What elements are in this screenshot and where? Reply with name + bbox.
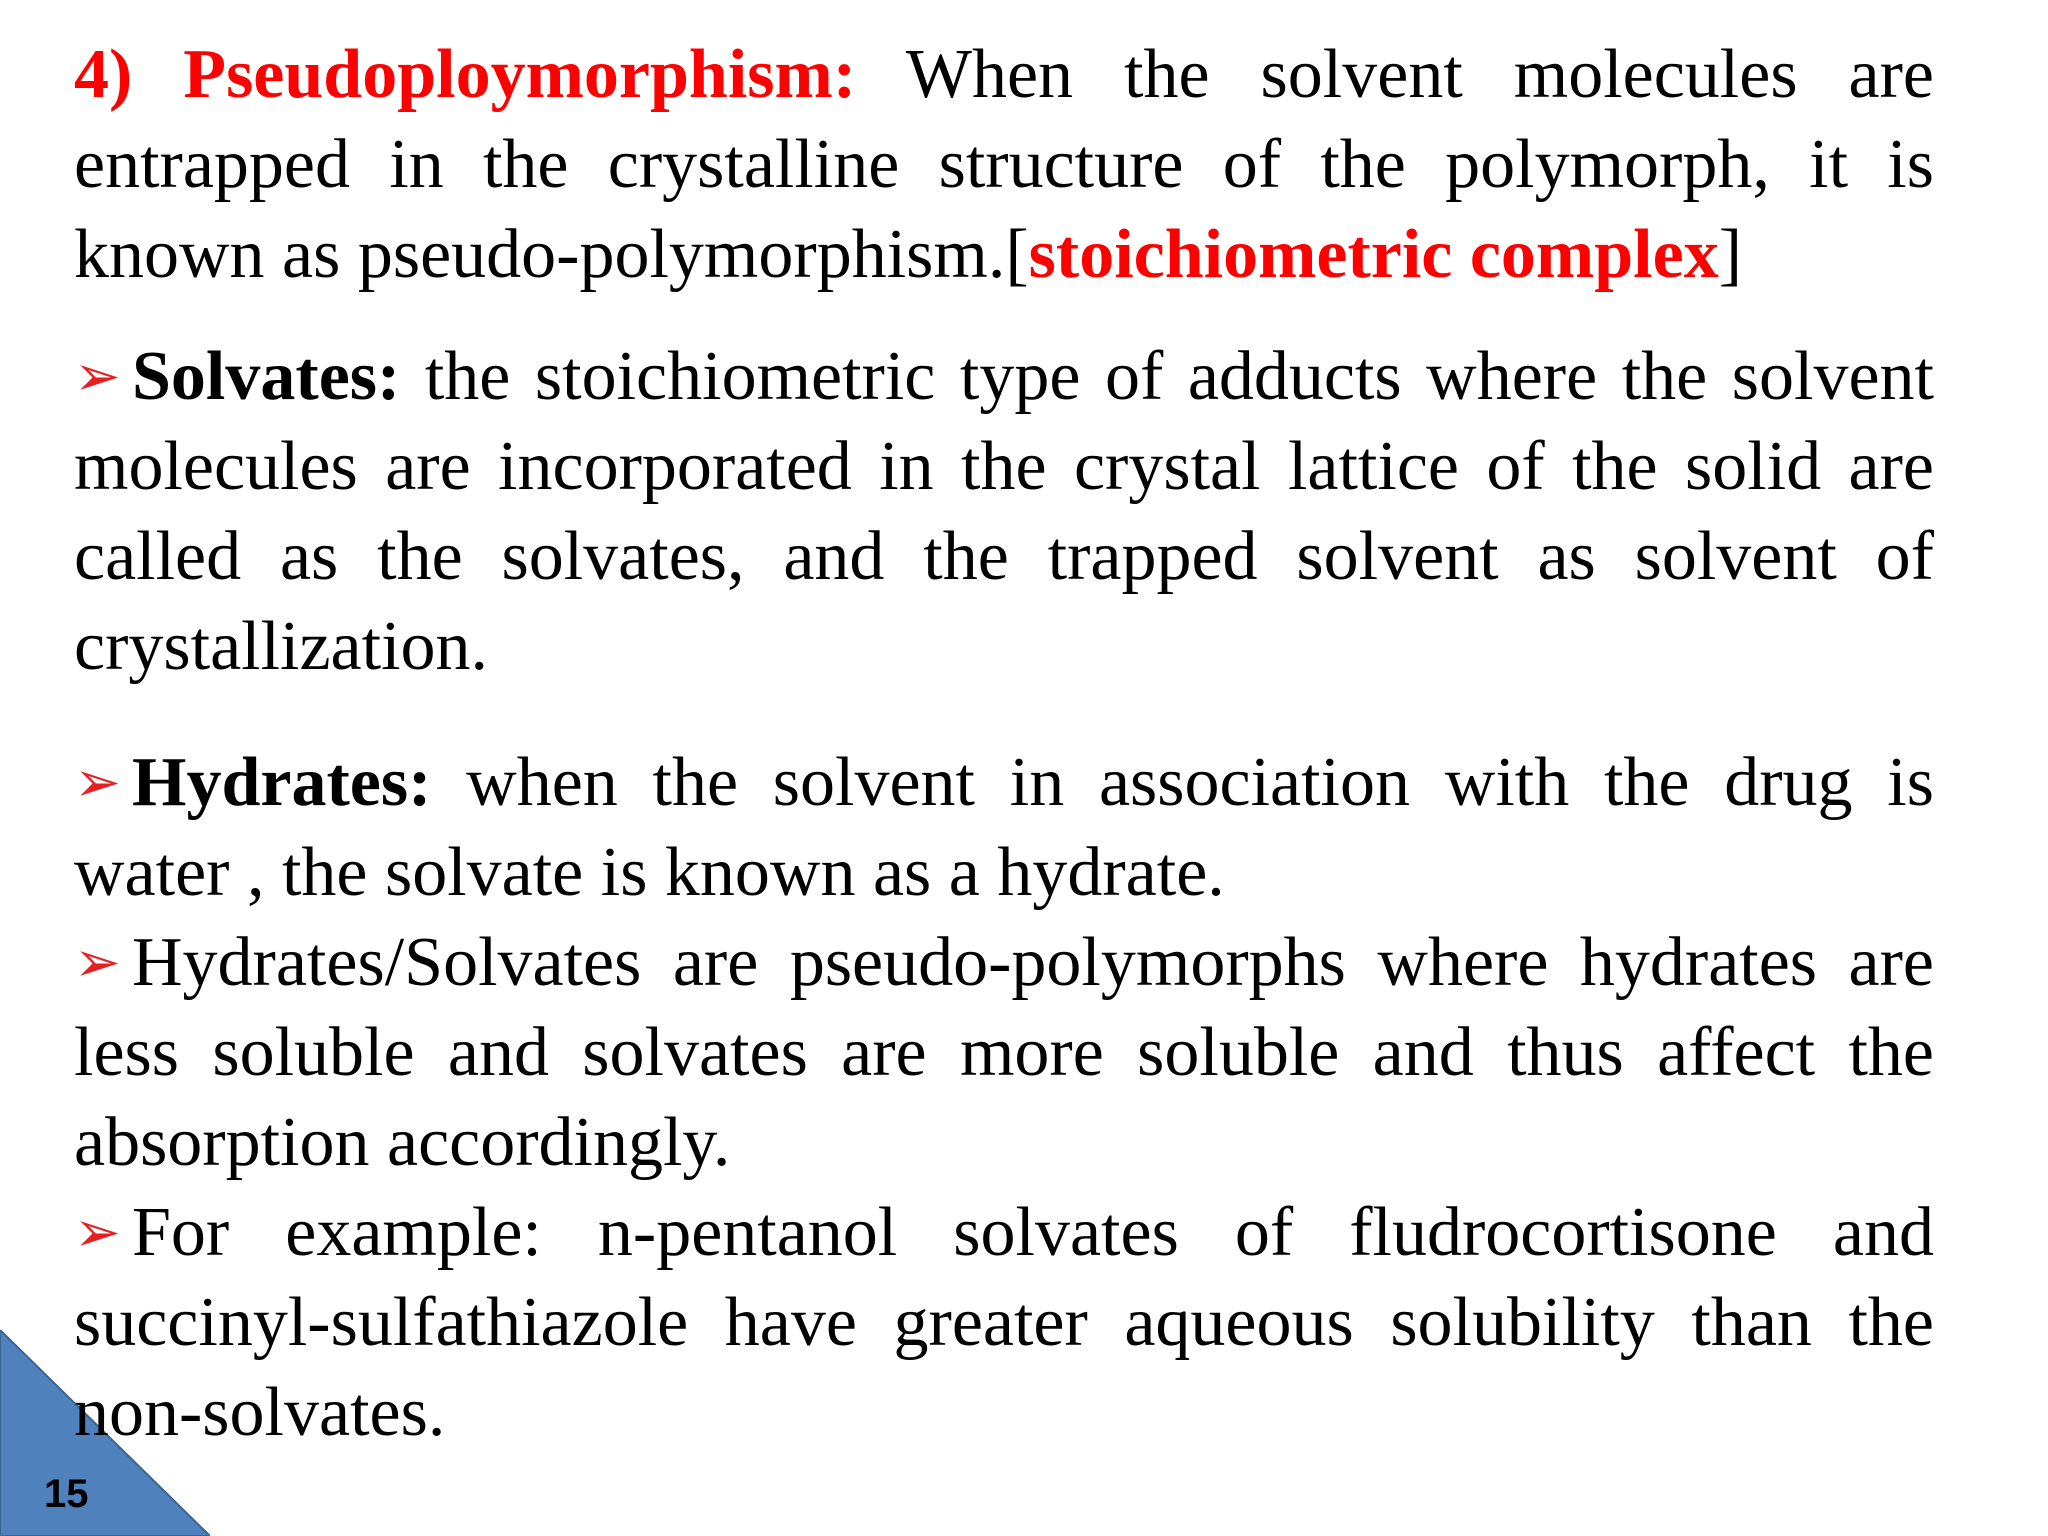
example-text: For example: n-pentanol solvates of fludrocortisone and succinyl-sulfathiazole have greater aqueous solubility than the non-solvates. (74, 1194, 1934, 1451)
arrow-bullet-icon: ➢ (74, 344, 121, 409)
slide-content (74, 30, 1934, 1458)
arrow-bullet-icon: ➢ (74, 750, 121, 815)
comparison-text: Hydrates/Solvates are pseudo-polymorphs where hydrates are less soluble and solvates are more soluble and thus affect the absorption accordingly. (74, 924, 1934, 1181)
hydrates-term: Hydrates: (132, 744, 432, 821)
pseudopolymorphism-paragraph (74, 30, 1934, 300)
stoichiometric-complex-highlight: stoichiometric complex (1028, 216, 1719, 293)
arrow-bullet-icon: ➢ (74, 930, 121, 995)
solvates-bullet (74, 332, 1934, 692)
hydrates-bullet (74, 738, 1934, 918)
hydrates-text: when the solvent in association with the drug is water , the solvate is known as a hydrate. (74, 744, 1934, 911)
arrow-bullet-icon: ➢ (74, 1200, 121, 1265)
example-bullet (74, 1188, 1934, 1458)
pseudopolymorphism-heading: 4) Pseudoploymorphism: (74, 36, 857, 113)
slide-number: 15 (44, 1472, 89, 1516)
closing-bracket: ] (1718, 216, 1743, 293)
pseudopolymorphism-text: When the solvent molecules are entrapped in the crystalline structure of the polymorph, it is known as pseudo-polymorphism.[ (74, 36, 1935, 293)
solvates-term: Solvates: (132, 338, 401, 415)
solvates-text: the stoichiometric type of adducts where the solvent molecules are incorporated in the crystal lattice of the solid are called as the solvates, and the trapped solvent as solvent of crystallization. (74, 338, 1934, 685)
comparison-bullet (74, 918, 1934, 1188)
